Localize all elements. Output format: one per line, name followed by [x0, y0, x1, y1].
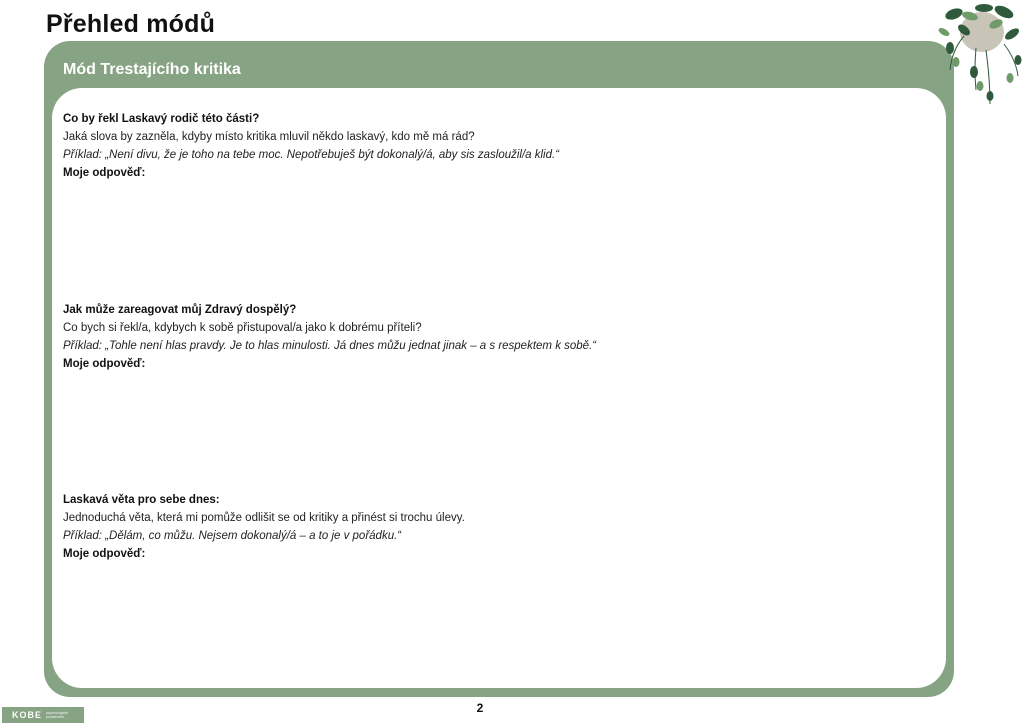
answer-label: Moje odpověď:: [63, 358, 146, 370]
question-example: Příklad: „Dělám, co můžu. Nejsem dokonalý/á – a to je v pořádku.“: [63, 530, 402, 542]
section-title: Mód Trestajícího kritika: [63, 61, 241, 78]
question-example: Příklad: „Není divu, že je toho na tebe moc. Nepotřebuješ být dokonalý/á, aby sis zasloužil/a klid.“: [63, 149, 560, 161]
answer-label: Moje odpověď:: [63, 167, 146, 179]
logo-subtitle-line-2: poradenství: [46, 715, 65, 719]
question-title: Jak může zareagovat můj Zdravý dospělý?: [63, 304, 297, 316]
question-block-2: [63, 301, 923, 483]
page-title: Přehled módů: [46, 10, 216, 38]
logo-subtitle-line-1: psychologické: [46, 711, 68, 715]
question-block-1: [63, 110, 923, 292]
question-block-3: [63, 491, 923, 673]
answer-area[interactable]: [63, 563, 923, 673]
logo-subtitle: [46, 711, 68, 719]
question-title: Co by řekl Laskavý rodič této části?: [63, 113, 260, 125]
answer-area[interactable]: [63, 373, 923, 483]
logo-wordmark: KOBE: [12, 710, 43, 720]
answer-area[interactable]: [63, 182, 923, 292]
question-title: Laskavá věta pro sebe dnes:: [63, 494, 220, 506]
answer-label: Moje odpověď:: [63, 548, 146, 560]
page-number: 2: [476, 701, 484, 715]
question-example: Příklad: „Tohle není hlas pravdy. Je to hlas minulosti. Já dnes můžu jednat jinak – a s respektem k sobě.“: [63, 340, 597, 352]
question-description: Co bych si řekl/a, kdybych k sobě přistupoval/a jako k dobrému příteli?: [63, 322, 422, 334]
question-description: Jaká slova by zazněla, kdyby místo kritika mluvil někdo laskavý, kdo mě má rád?: [63, 131, 475, 143]
kobe-logo: [2, 707, 84, 723]
question-description: Jednoduchá věta, která mi pomůže odlišit se od kritiky a přinést si trochu úlevy.: [63, 512, 465, 524]
hanging-plant-icon: [934, 0, 1024, 112]
